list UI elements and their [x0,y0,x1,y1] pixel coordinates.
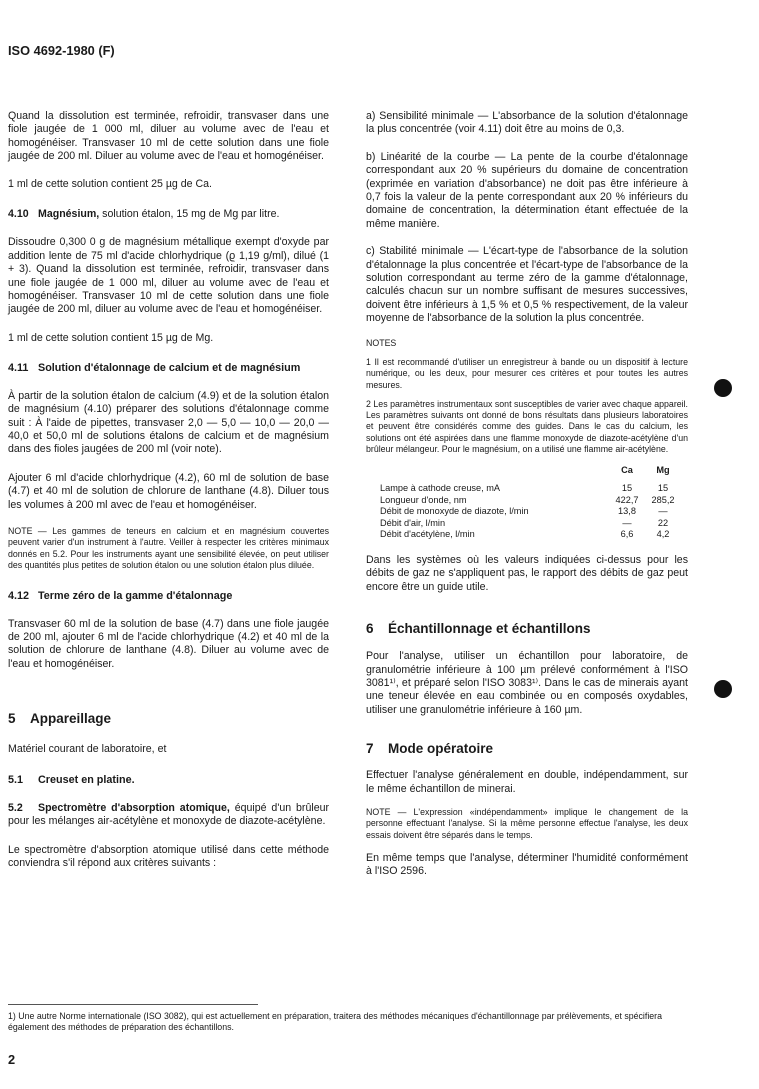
section-title: Magnésium, [38,208,100,221]
section-title: Creuset en platine. [38,773,135,786]
section-5-2-heading [8,802,329,829]
paragraph: Pour l'analyse, utiliser un échantillon pour laboratoire, de granulométrie inférieure à 100 µm prélevé conformément à l'ISO 3081¹⁾, et préparé selon l'ISO 3083¹⁾. Dans le cas de minerais ayant une teneur élevée en eau combinée ou en composés oxydables, utiliser une granulométrie inférieure à 160 µm. [366,650,688,716]
parameter-label: Débit de monoxyde de diazote, l/min [380,506,529,517]
paragraph: Quand la dissolution est terminée, refroidir, transvaser dans une fiole jaugée de 1 000 ml, diluer au volume avec de l'eau et homogénéiser. Transvaser 10 ml de cette solution dans une fiole jaugée de 200 ml. Diluer au volume avec de l'eau et homogénéiser. [8,110,329,163]
table-row [380,483,682,495]
mg-value: — [658,506,668,517]
left-column [8,110,329,871]
document-id: ISO 4692-1980 (F) [8,43,115,58]
section-title: Échantillonnage et échantillons [388,621,591,637]
section-number: 6 [366,621,374,637]
note-2: 2 Les paramètres instrumentaux sont susceptibles de varier avec chaque appareil. Les paramètres suivants ont donné de bons résultats dans plusieurs laboratoires et peuvent être considérés comme des guides. Dans le cas du calcium, les solutions ont été aspirées dans une flamme monoxyde de diazote-acétylène d'un brûleur mélangeur. Pour le magnésium, on a utilisé une flamme air-acétylène. [366,398,688,455]
section-7-heading [366,741,688,756]
parameter-label: Débit d'air, l/min [380,517,446,528]
section-subtitle: solution étalon, 15 mg de Mg par litre. [99,208,280,221]
parameter-label: Longueur d'onde, nm [380,494,467,505]
criterion-a: a) Sensibilité minimale — L'absorbance de la solution d'étalonnage la plus concentrée (voir 4.11) doit être au moins de 0,3. [366,110,688,136]
paragraph: Matériel courant de laboratoire, et [8,743,167,756]
ca-value: — [622,517,632,528]
section-number: 4.10 [8,208,29,221]
ca-value: 15 [621,482,633,493]
column-header-ca: Ca [621,465,633,476]
ca-value: 422,7 [615,494,639,505]
footnote: 1) Une autre Norme internationale (ISO 3082), qui est actuellement en préparation, traitera des méthodes mécaniques d'échantillonnage par prélèvements, et spécifiera également des méthodes de préparation des échantillons. [8,1011,662,1033]
criterion-b: b) Linéarité de la courbe — La pente de la courbe d'étalonnage correspondant aux 20 % supérieurs du domaine de concentration (exprimée en variation d'absorbance) ne doit pas être inférieure à 0,7 fois la valeur de la pente correspondant aux 20 % inférieurs du domaine de concentration, la détermination étant effectuée de la même manière. [366,150,688,230]
paragraph: Ajouter 6 ml d'acide chlorhydrique (4.2), 60 ml de solution de base (4.7) et 40 ml de solution de chlorure de lanthane (4.8). Diluer tous les volumes à 200 ml avec de l'eau et homogénéiser. [8,471,329,511]
paragraph: À partir de la solution étalon de calcium (4.9) et de la solution étalon de magnésium (4.10) préparer des solutions d'étalonnage comme suit : À l'aide de pipettes, transvaser 2,0 — 5,0 — 10,0 — 20,0 — 40,0 et 50,0 ml de solutions étalons de calcium et de magnésium dans des fioles jaugées de 200 ml (voir note). [8,389,329,456]
paragraph: Transvaser 60 ml de la solution de base (4.7) dans une fiole jaugée de 200 ml, ajouter 6 ml de l'acide chlorhydrique (4.2) et 40 ml de la solution de chlorure de lanthane (4.8). Diluer au volume avec de l'eau et homogénéiser. [8,617,329,670]
section-number: 5 [8,711,16,727]
section-number: 4.12 [8,590,30,603]
section-4-11-heading [8,362,329,375]
notes-label: NOTES [366,337,397,348]
ca-value: 6,6 [620,529,634,540]
section-number: 5.1 [8,773,24,786]
section-6-heading [366,621,688,636]
section-title: Spectromètre d'absorption atomique, [38,801,230,814]
section-title: Terme zéro de la gamme d'étalonnage [38,590,233,603]
section-5-heading [8,711,329,726]
paragraph: En même temps que l'analyse, déterminer l'humidité conformément à l'ISO 2596. [366,851,688,878]
mg-value: 22 [657,517,669,528]
mg-value: 4,2 [656,529,670,540]
table-row [380,506,682,518]
note: NOTE — L'expression «indépendamment» implique le changement de la personne effectuant l'analyse. Si la même personne effectue l'analyse, les deux essais doivent être séparés dans le temps. [366,806,688,840]
section-title: Mode opératoire [388,741,494,757]
footnote-divider [8,1004,258,1005]
section-5-1-heading [8,774,329,787]
table-row [380,529,682,541]
instrument-parameters-table [380,465,682,541]
paragraph: 1 ml de cette solution contient 25 µg de Ca. [8,177,212,190]
mg-value: 15 [657,482,669,493]
paragraph: Effectuer l'analyse généralement en double, indépendamment, sur le même échantillon de minerai. [366,769,688,795]
ca-value: 13,8 [618,506,636,517]
page-number: 2 [8,1052,16,1067]
criterion-c: c) Stabilité minimale — L'écart-type de l'absorbance de la solution d'étalonnage la plus concentrée et l'écart-type de l'absorbance de la solution correspondant au terme zéro de la gamme d'étalonnage, calculés chacun sur un nombre suffisant de mesures successives, doivent être inférieurs à 1,5 % et 0,5 % respectivement, de la valeur moyenne de l'absorbance de la solution la plus concentrée. [366,245,688,325]
section-4-10-heading [8,208,329,221]
right-column [366,110,688,879]
table-header-row [380,465,682,477]
section-title: Appareillage [30,711,112,727]
margin-mark-icon [714,680,732,698]
mg-value: 285,2 [651,494,675,505]
paragraph: Dissoudre 0,300 0 g de magnésium métallique exempt d'oxyde par addition lente de 75 ml d'acide chlorhydrique (ϱ 1,19 g/ml), dilué (1 + 3). Quand la dissolution est terminée, refroidir, transvaser dans une fiole jaugée de 1 000 ml, diluer au volume avec de l'eau et homogénéiser. Transvaser 10 ml de cette solution dans une fiole jaugée de 200 ml, diluer au volume avec de l'eau et homogénéiser. [8,236,329,316]
paragraph: Dans les systèmes où les valeurs indiquées ci-dessus pour les débits de gaz ne s'appliquent pas, le rapport des débits de gaz peut encore être un guide utile. [366,553,688,593]
column-header-mg: Mg [656,465,670,476]
section-text: équipé d'un brûleur pour les mélanges air-acétylène et monoxyde de diazote-acétylène. [8,801,330,828]
section-number: 7 [366,741,374,757]
parameter-label: Lampe à cathode creuse, mA [380,482,501,493]
parameter-label: Débit d'acétylène, l/min [380,529,475,540]
paragraph: Le spectromètre d'absorption atomique utilisé dans cette méthode conviendra s'il répond aux critères suivants : [8,843,329,870]
table-row [380,495,682,507]
margin-mark-icon [714,379,732,397]
note: NOTE — Les gammes de teneurs en calcium et en magnésium couvertes peuvent varier d'un instrument à l'autre. Veiller à respecter les critères minimaux donnés en 5.2. Pour les instruments ayant une sensibilité élevée, on peut utiliser des quantités plus petites de solution étalon ou une solution étalon plus diluée. [8,525,329,570]
note-1: 1 Il est recommandé d'utiliser un enregistreur à bande ou un dispositif à lecture numérique, ou les deux, pour mesurer ces critères et pour toutes les autres mesures. [366,356,688,390]
section-4-12-heading [8,590,329,603]
section-title: Solution d'étalonnage de calcium et de magnésium [38,362,301,375]
table-row [380,518,682,530]
section-number: 5.2 [8,801,23,814]
section-number: 4.11 [8,362,29,375]
paragraph: 1 ml de cette solution contient 15 µg de Mg. [8,331,214,344]
